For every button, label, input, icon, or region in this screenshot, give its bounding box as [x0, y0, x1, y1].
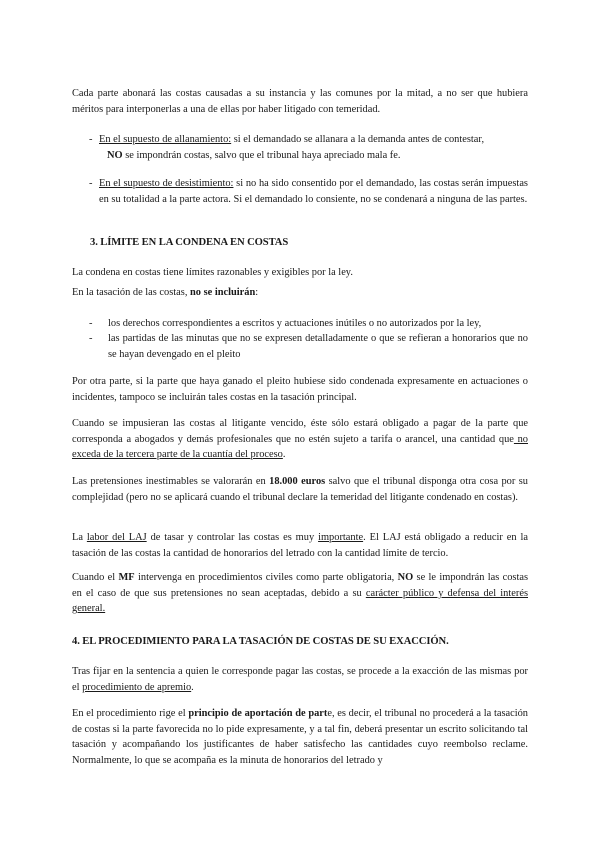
bullet-dash: -	[89, 134, 93, 145]
text: se le impondrán las costas en el caso de que sus pretensiones no sean aceptadas, debido a su	[72, 572, 528, 599]
bullet-dash: -	[89, 318, 93, 329]
bold-amount: 18.000 euros	[269, 476, 326, 487]
underlined-text: procedimiento de apremio	[82, 681, 192, 693]
paragraph-pretensiones	[72, 474, 528, 505]
underlined-label: En el supuesto de desistimiento:	[99, 178, 234, 189]
paragraph-exaccion	[72, 664, 528, 695]
text: En la tasación de las costas,	[72, 287, 191, 298]
underlined-text: importante	[318, 532, 364, 543]
underlined-text: carácter público y defensa del interés general.	[72, 587, 528, 615]
bullet-allanamiento	[89, 132, 528, 163]
text: se impondrán costas, salvo que el tribunal haya apreciado mala fe.	[122, 149, 401, 161]
text: .	[282, 449, 286, 461]
paragraph-litigante-vencido	[72, 416, 528, 463]
bold-text: principio de aportación de part	[188, 708, 328, 719]
paragraph-mf	[72, 570, 528, 617]
bullet-dash: -	[89, 333, 93, 344]
text: Por otra parte, si la parte que haya ganado el pleito hubiese sido condenada expresamente en actuaciones o incidentes, tampoco se incluirán tales costas en la tasación principal.	[72, 376, 528, 403]
underlined-text: labor del LAJ	[86, 532, 147, 543]
heading-procedimiento-tasacion: 4. EL PROCEDIMIENTO PARA LA TASACIÓN DE COSTAS DE SU EXACCIÓN.	[72, 636, 449, 647]
bullet-text	[89, 132, 528, 163]
bold-text: no se incluirán	[190, 287, 256, 298]
list-text: los derechos correspondientes a escritos y actuaciones inútiles o no autorizados por la ley,	[108, 318, 482, 329]
bullet-dash: -	[89, 178, 93, 189]
underlined-text: no exceda de la tercera parte de la cuantía del proceso	[72, 433, 528, 461]
list-text: las partidas de las minutas que no se expresen detalladamente o que se refieran a honorarios que no se hayan devengado en el pleito	[108, 333, 528, 360]
paragraph-limites	[72, 265, 528, 281]
underlined-label: En el supuesto de allanamiento:	[99, 134, 232, 145]
paragraph-aportacion	[72, 706, 528, 768]
heading-limite-condena: 3. LÍMITE EN LA CONDENA EN COSTAS	[90, 237, 289, 248]
text: intervenga en procedimientos civiles como parte obligatoria,	[134, 572, 398, 583]
text: Cuando el	[72, 572, 119, 583]
paragraph-costas-comunes	[72, 86, 528, 117]
text: de tasar y controlar las costas es muy	[146, 532, 319, 543]
bold-text: NO	[397, 572, 414, 583]
text: salvo que el tribunal disponga otra cosa por su complejidad (pero no se aplicará cuando el tribunal declare la temeridad del litigante condenado en costas).	[72, 476, 528, 503]
text: :	[255, 287, 259, 298]
text: En el procedimiento rige el	[72, 708, 189, 719]
bold-no: NO	[107, 149, 123, 161]
bullet-text	[89, 176, 528, 207]
paragraph-otra-parte	[72, 374, 528, 405]
text: .	[191, 681, 194, 693]
list-item-minutas	[89, 331, 528, 362]
text: Las pretensiones inestimables se valorarán en	[72, 476, 270, 487]
text: . El LAJ está obligado a reducir en la tasación de las costas la cantidad de honorarios del letrado con la cantidad límite de tercio.	[72, 532, 528, 559]
text: Cuando se impusieran las costas al litigante vencido, éste sólo estará obligado a pagar de la parte que corresponda a abogados y demás profesionales que no estén sujeto a tarifa o arancel, una cantidad que	[72, 418, 528, 445]
paragraph-labor-laj	[72, 530, 528, 561]
text: si no ha sido consentido por el demandado, las costas serán impuestas en su totalidad a la parte actora. Si el demandado lo consiente, no se condenará a ninguna de las partes.	[99, 178, 528, 205]
text: si el demandado se allanara a la demanda antes de contestar,	[231, 134, 485, 145]
text: La condena en costas tiene límites razonables y exigibles por la ley.	[72, 267, 353, 278]
bold-text: MF	[118, 572, 135, 583]
text: e, es decir, el tribunal no procederá a la tasación de costas si la parte favorecida no lo pide expresamente, y a tal fin, deberá presentar un escrito solicitando tal tasación y acompañando los justificantes de haber satisfecho las cantidades cuyo reembolso reclame. Normalmente, lo que se acompaña es la minuta de honorarios del letrado y	[72, 708, 528, 766]
bullet-desistimiento	[89, 176, 528, 207]
text: Tras fijar en la sentencia a quien le corresponde pagar las costas, se procede a la exacción de las mismas por el	[72, 666, 528, 693]
text: Cada parte abonará las costas causadas a su instancia y las comunes por la mitad, a no ser que hubiera méritos para interponerlas a una de ellas por haber litigado con temeridad.	[72, 88, 528, 115]
paragraph-tasacion	[72, 285, 528, 301]
list-item-escritos	[89, 316, 528, 332]
text: La	[72, 532, 87, 543]
